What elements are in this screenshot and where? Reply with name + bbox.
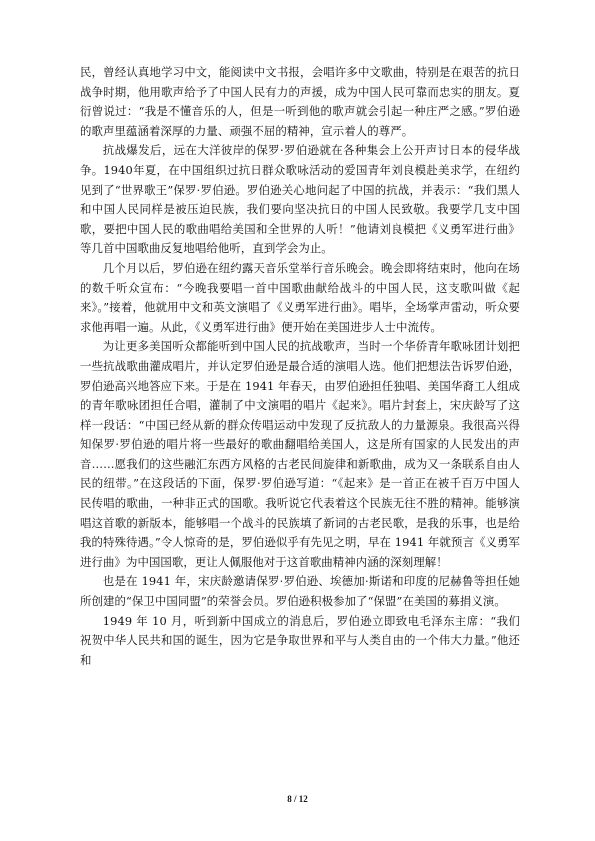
paragraph: 几个月以后，罗伯逊在纽约露天音乐堂举行音乐晚会。晚会即将结束时，他向在场的数千听众宣布：“今晚我要唱一首中国歌曲献给战斗的中国人民，这支歌叫做《起来》。”接着，他就用中文和英文演唱了《义勇军进行曲》。唱毕，全场掌声雷动，听众要求他再唱一遍。从此，《义勇军进行曲》便开始在美国进步人士中流传。 [80, 260, 520, 334]
paragraph: 1949 年 10 月，听到新中国成立的消息后，罗伯逊立即致电毛泽东主席：“我们祝贺中华人民共和国的诞生，因为它是争取世界和平与人类自由的一个伟大力量。”他还和 [80, 613, 520, 667]
paragraph: 为让更多美国听众都能听到中国人民的抗战歌声，当时一个华侨青年歌咏团计划把一些抗战歌曲灌成唱片，并认定罗伯逊是最合适的演唱人选。他们把想法告诉罗伯逊，罗伯逊高兴地答应下来。于是在 1941 年春天，由罗伯逊担任独唱、美国华裔工人组成的青年歌咏团担任合唱，灌制了中文演唱的唱片《起来》。唱片封套上，宋庆龄写了这样一段话：“中国已经从新的群众传唱运动中发现了反抗敌人的力量源泉。我很高兴得知保罗·罗伯逊的唱片将一些最好的歌曲翻唱给美国人，这是所有国家的人民发出的声音……愿我们的这些融汇东西方风格的古老民间旋律和新歌曲，成为又一条联系自由人民的纽带。”在这段话的下面，保罗·罗伯逊写道：“《起来》是一首正在被千百万中国人民传唱的歌曲，一种非正式的国歌。我听说它代表着这个民族无往不胜的精神。能够演唱这首歌的新版本，能够唱一个战斗的民族填了新词的古老民歌，是我的乐事，也是给我的特殊待遇。”令人惊奇的是，罗伯逊似乎有先见之明，早在 1941 年就预言《义勇军进行曲》为中国国歌，更让人佩服他对于这首歌曲精神内涵的深刻理解！ [80, 339, 520, 569]
paragraph: 抗战爆发后，远在大洋彼岸的保罗·罗伯逊就在各种集会上公开声讨日本的侵华战争。1940年夏，在中国组织过抗日群众歌咏活动的爱国青年刘良模赴美求学，在纽约见到了“世界歌王”保罗·罗伯逊。罗伯逊关心地问起了中国的抗战，并表示：“我们黑人和中国人民同样是被压迫民族，我们要向坚决抗日的中国人民致敬。我要学几支中国歌，要把中国人民的歌曲唱给美国和全世界的人听！”他请刘良模把《义勇军进行曲》等几首中国歌曲反复地唱给他听，直到学会为止。 [80, 143, 520, 256]
paragraph: 也是在 1941 年，宋庆龄邀请保罗·罗伯逊、埃德加·斯诺和印度的尼赫鲁等担任她所创建的“保卫中国同盟”的荣誉会员。罗伯逊积极参加了“保盟”在美国的募捐义演。 [80, 574, 520, 609]
body-text [80, 63, 520, 670]
paragraph-continued: 民，曾经认真地学习中文，能阅读中文书报，会唱许多中文歌曲，特别是在艰苦的抗日战争时期，他用歌声给予了中国人民有力的声援，成为中国人民可靠而忠实的朋友。夏衍曾说过：“我是不懂音乐的人，但是一听到他的歌声就会引起一种庄严之感。”罗伯逊的歌声里蕴涵着深厚的力量、顽强不屈的精神，宣示着人的尊严。 [80, 65, 520, 138]
page-number: 8 / 12 [287, 794, 308, 804]
